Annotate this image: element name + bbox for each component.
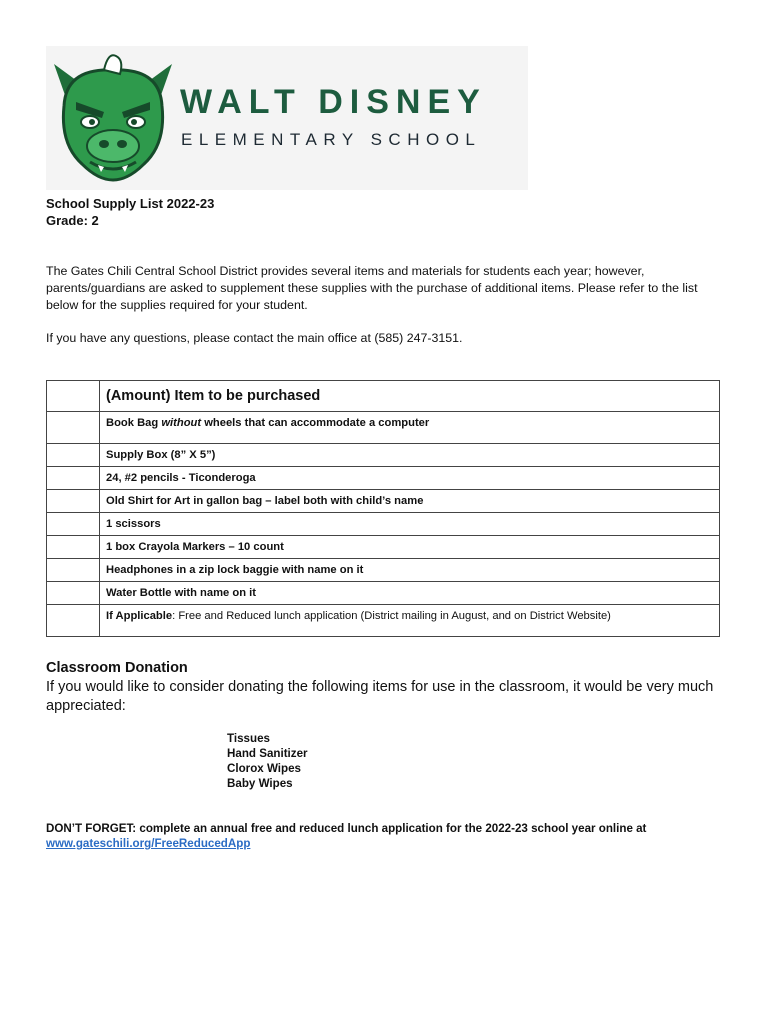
amount-column-header [47,381,100,412]
supply-item: 1 box Crayola Markers – 10 count [100,536,720,559]
table-row [47,513,720,536]
list-item: Hand Sanitizer [227,747,308,760]
table-row [47,582,720,605]
table-header-row [47,381,720,412]
page-title: School Supply List 2022-23 [46,196,215,211]
table-row [47,467,720,490]
reminder-note [46,821,646,851]
table-row [47,412,720,444]
supply-item: Old Shirt for Art in gallon bag – label both with child’s name [100,490,720,513]
donation-text: If you would like to consider donating the following items for use in the classroom, it would be very much appreciated: [46,679,714,714]
table-row [47,559,720,582]
logo-school-subtitle: ELEMENTARY SCHOOL [181,130,482,149]
supply-table [46,380,720,637]
table-row [47,490,720,513]
supply-item: 1 scissors [100,513,720,536]
supply-item: Water Bottle with name on it [100,582,720,605]
logo-school-name: WALT DISNEY [180,83,487,121]
supply-item: Headphones in a zip lock baggie with name on it [100,559,720,582]
list-item: Tissues [227,732,270,745]
green-dragon-mascot-icon [46,46,180,190]
donation-title: Classroom Donation [46,660,188,676]
free-reduced-app-link[interactable]: www.gateschili.org/FreeReducedApp [46,837,251,850]
table-row [47,605,720,637]
school-logo [46,46,528,190]
list-item: Clorox Wipes [227,762,301,775]
intro-paragraph: The Gates Chili Central School District provides several items and materials for students each year; however, parents/guardians are asked to supplement these supplies with the purchase of additional items. Please refer to the list below for the supplies required for your student. [46,264,698,312]
contact-paragraph: If you have any questions, please contact the main office at (585) 247-3151. [46,331,463,345]
list-item: Baby Wipes [227,777,293,790]
supply-item: If Applicable: Free and Reduced lunch application (District mailing in August, and on District Website) [100,605,720,637]
table-row [47,444,720,467]
table-row [47,536,720,559]
supply-item: Book Bag without wheels that can accommodate a computer [100,412,720,444]
supply-item: Supply Box (8” X 5”) [100,444,720,467]
reminder-text: DON’T FORGET: complete an annual free and reduced lunch application for the 2022-23 school year online at [46,822,647,835]
supply-item: 24, #2 pencils - Ticonderoga [100,467,720,490]
donation-list [227,731,308,791]
grade-label: Grade: 2 [46,213,99,228]
item-column-header: (Amount) Item to be purchased [100,381,720,412]
